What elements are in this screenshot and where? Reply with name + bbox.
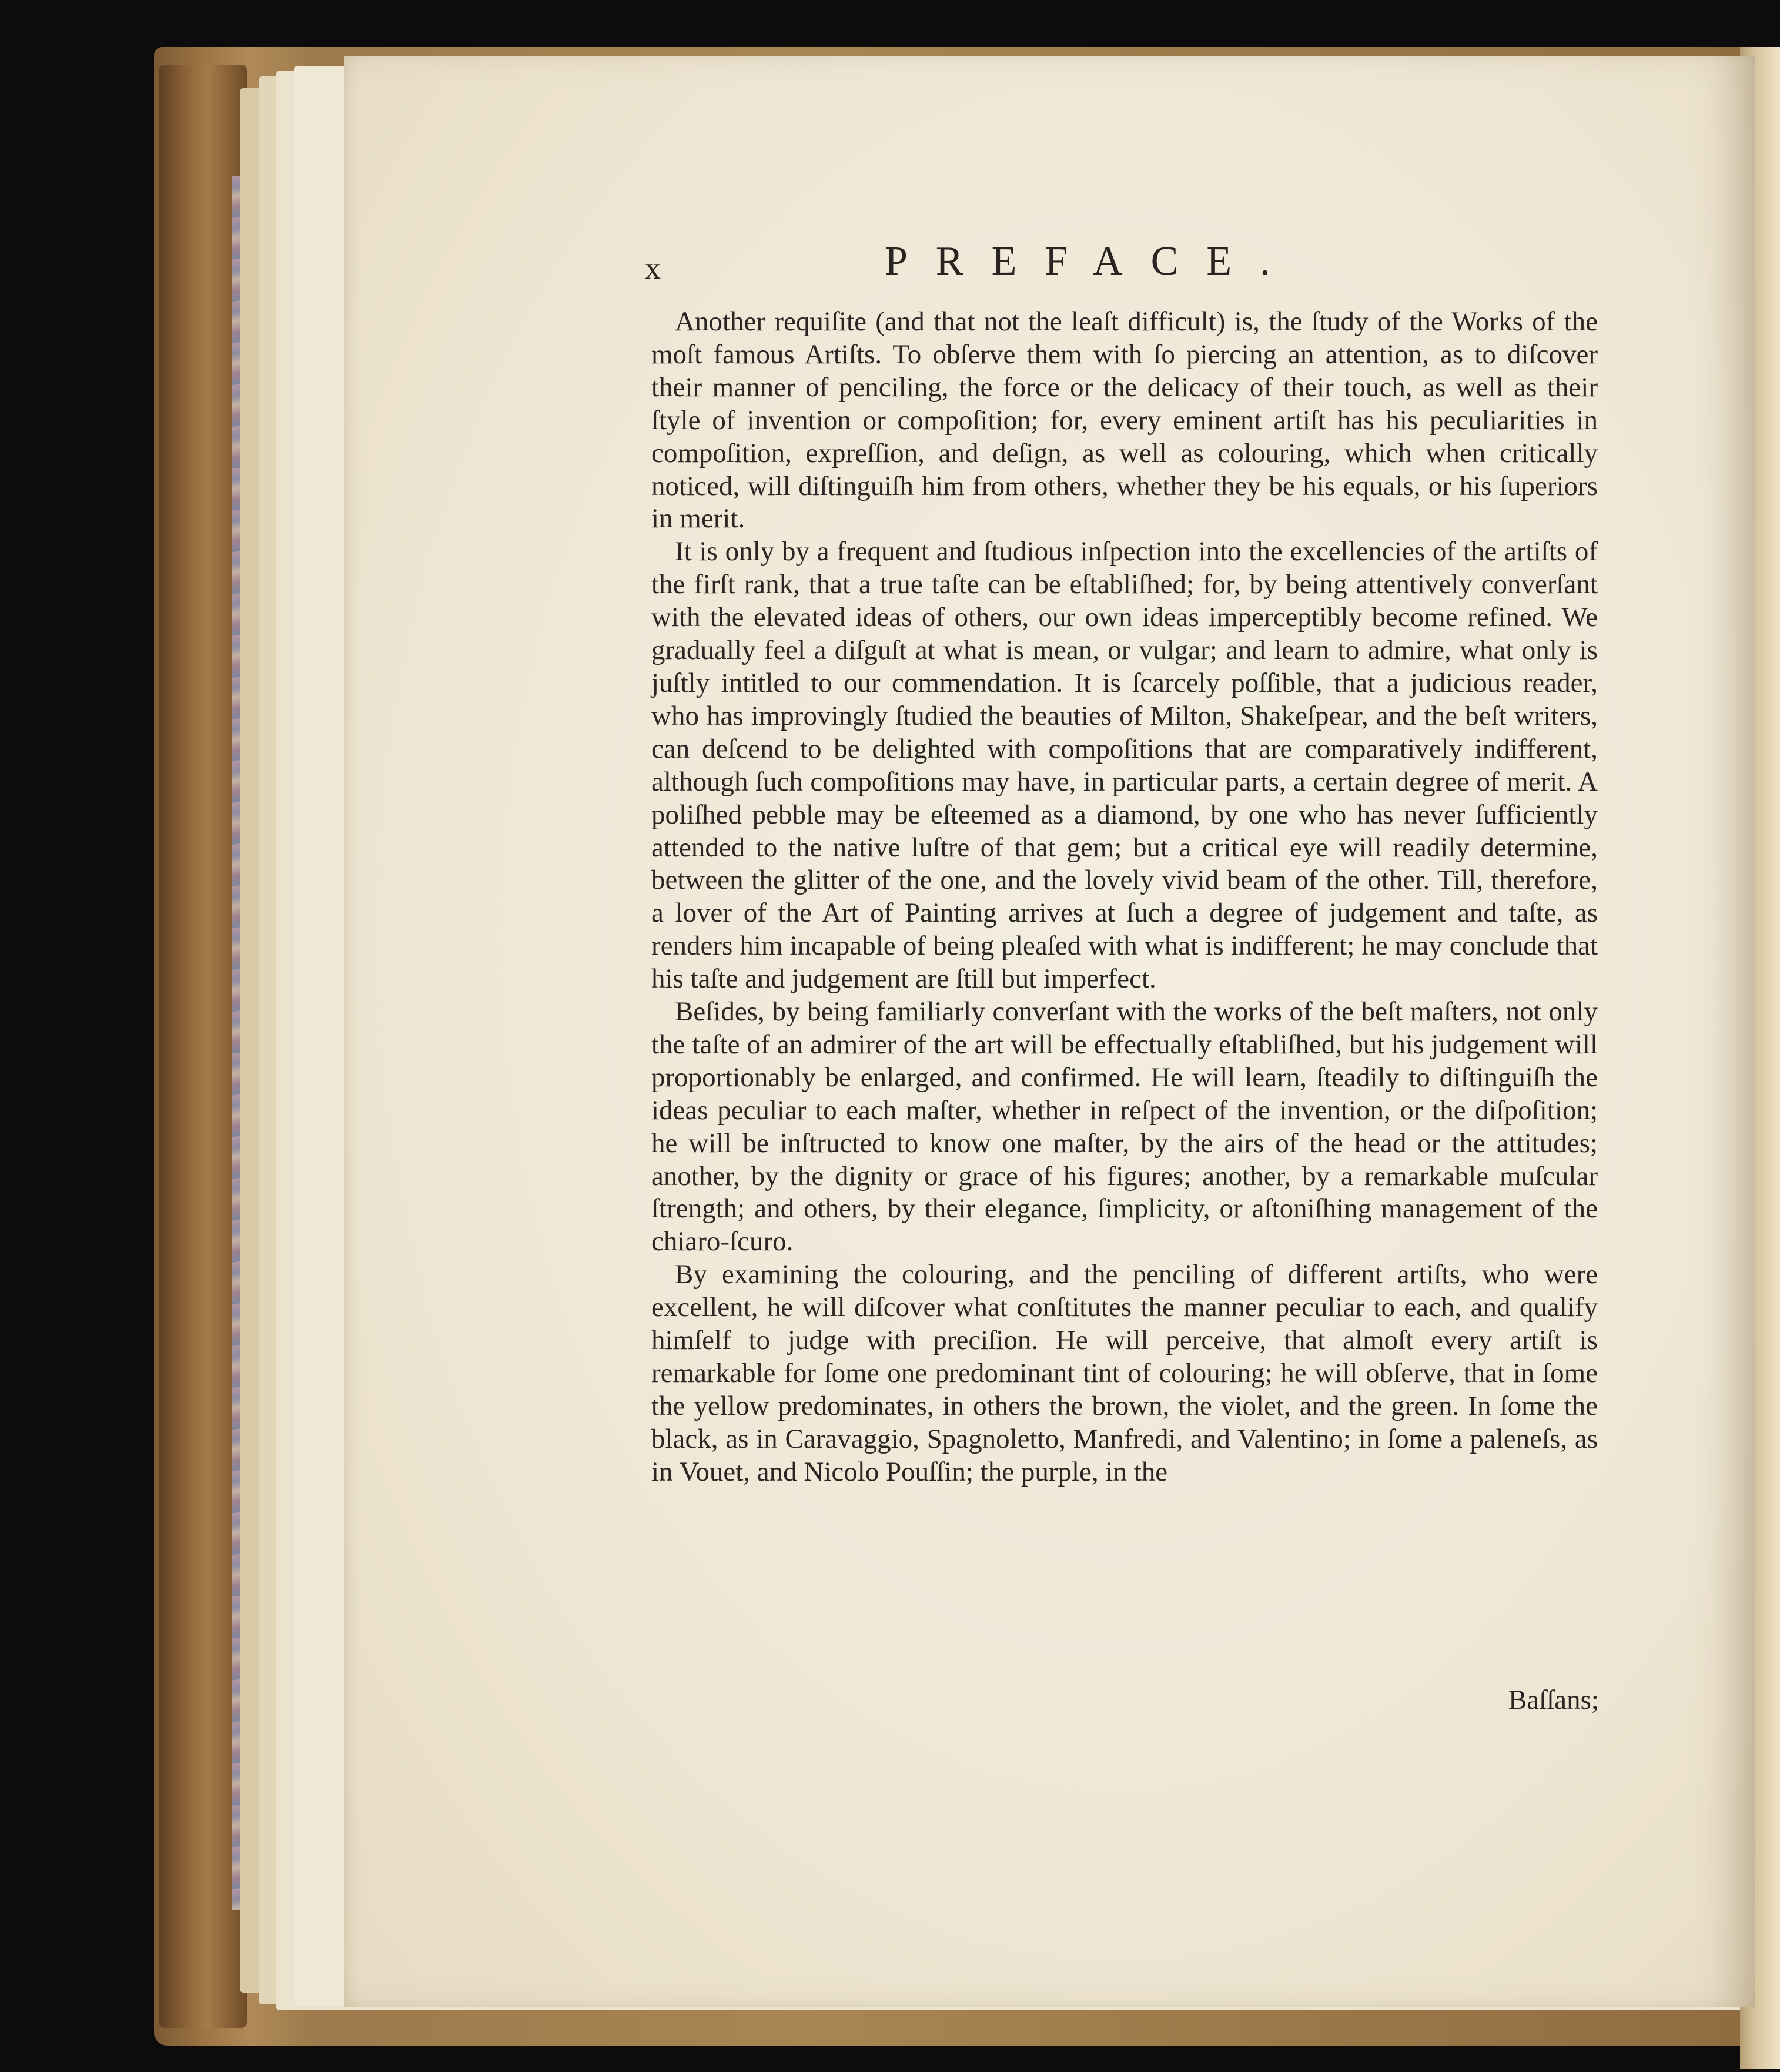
body-text: [651, 306, 1598, 1489]
paragraph: Another requiſite (and that not the leaſt difficult) is, the ſtudy of the Works of the moſt famous Artiſts. To obſerve them with ſo piercing an attention, as to diſcover their manner of penciling, the force or the delicacy of their touch, as well as their ſtyle of invention or compoſition; for, every eminent artiſt has his peculiarities in compoſition, expreſſion, and deſign, as well as colouring, which when critically noticed, will diſtinguiſh him from others, whether they be his equals, or his ſuperiors in merit.: [651, 306, 1598, 534]
page-header: [638, 238, 1596, 291]
running-title: PREFACE.: [885, 239, 1299, 284]
page-number: x: [645, 250, 661, 286]
paragraph: It is only by a frequent and ſtudious inſpection into the excellencies of the artiſts of the firſt rank, that a true taſte can be eſtabliſhed; for, by being attentively converſant with the elevated ideas of others, our own ideas imperceptibly become refined. We gradually feel a diſguſt at what is mean, or vulgar; and learn to admire, what only is juſtly intitled to our commendation. It is ſcarcely poſſible, that a judicious reader, who has improvingly ſtudied the beauties of Milton, Shakeſpear, and the beſt writers, can deſcend to be delighted with compoſitions that are comparatively indifferent, although ſuch compoſitions may have, in particular parts, a certain degree of merit. A poliſhed pebble may be eſteemed as a diamond, by one who has never ſufficiently attended to the native luſtre of that gem; but a critical eye will readily determine, between the glitter of the one, and the lovely vivid beam of the other. Till, therefore, a lover of the Art of Painting arrives at ſuch a degree of judgement and taſte, as renders him incapable of being pleaſed with what is indifferent; he may conclude that his taſte and judgement are ſtill but imperfect.: [651, 536, 1598, 995]
paragraph: Beſides, by being familiarly converſant with the works of the beſt maſters, not only the taſte of an admirer of the art will be effectually eſtabliſhed, but his judgement will proportionably be enlarged, and confirmed. He will learn, ſteadily to diſtinguiſh the ideas peculiar to each maſter, whether in reſpect of the invention, or the diſpoſition; he will be inſtructed to know one maſter, by the airs of the head or the attitudes; another, by the dignity or grace of his figures; another, by a remarkable muſcular ſtrength; and others, by their elegance, ſimplicity, or aſtoniſhing management of the chiaro-ſcuro.: [651, 996, 1598, 1257]
catchword: Baſſans;: [1508, 1685, 1599, 1715]
paragraph: By examining the colouring, and the penciling of different artiſts, who were excellent, he will diſcover what conſtitutes the manner peculiar to each, and qualify himſelf to judge with preciſion. He will perceive, that almoſt every artiſt is remarkable for ſome one predominant tint of colouring; he will obſerve, that in ſome the yellow predominates, in others the brown, the violet, and the green. In ſome the black, as in Caravaggio, Spagnoletto, Manfredi, and Valentino; in ſome a paleneſs, as in Vouet, and Nicolo Pouſſin; the purple, in the: [651, 1259, 1598, 1487]
